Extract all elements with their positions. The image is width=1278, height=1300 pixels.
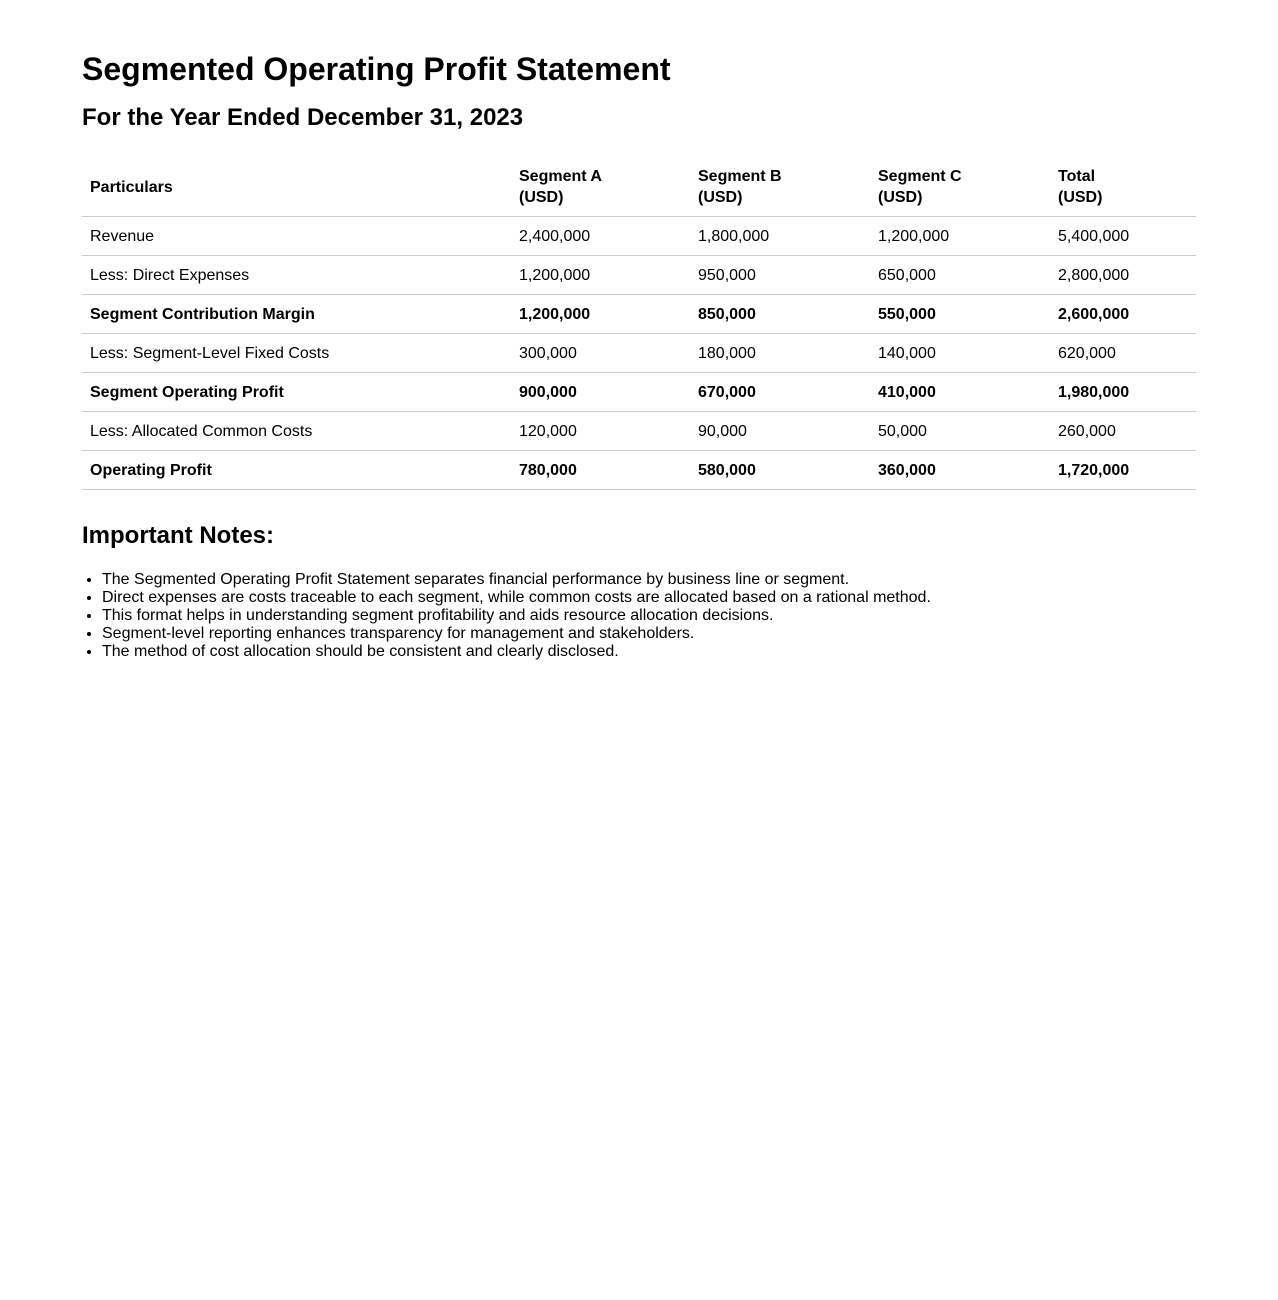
row-label: Less: Direct Expenses [82, 256, 511, 295]
list-item: • The method of cost allocation should be consistent and clearly disclosed. [102, 643, 1196, 661]
notes-list [82, 571, 1196, 661]
header-segment-c [870, 156, 1050, 217]
cell-segment-c: 550,000 [870, 295, 1050, 334]
list-item: • Direct expenses are costs traceable to each segment, while common costs are allocated based on a rational method. [102, 589, 1196, 607]
cell-total: 2,800,000 [1050, 256, 1196, 295]
cell-total: 1,720,000 [1050, 451, 1196, 490]
header-segment-b [690, 156, 870, 217]
header-segment-c-unit: (USD) [878, 189, 923, 206]
cell-segment-c: 140,000 [870, 334, 1050, 373]
cell-segment-b: 90,000 [690, 412, 870, 451]
row-label: Less: Allocated Common Costs [82, 412, 511, 451]
cell-segment-b: 850,000 [690, 295, 870, 334]
page-subtitle: For the Year Ended December 31, 2023 [82, 104, 524, 131]
cell-segment-a: 300,000 [511, 334, 690, 373]
row-label: Revenue [82, 217, 511, 256]
header-particulars: Particulars [82, 156, 511, 217]
cell-total: 260,000 [1050, 412, 1196, 451]
cell-segment-a: 780,000 [511, 451, 690, 490]
row-label: Operating Profit [82, 451, 511, 490]
header-segment-b-unit: (USD) [698, 189, 743, 206]
profit-statement-table [82, 156, 1196, 490]
cell-segment-a: 2,400,000 [511, 217, 690, 256]
row-label: Segment Operating Profit [82, 373, 511, 412]
row-label: Less: Segment-Level Fixed Costs [82, 334, 511, 373]
header-total-name: Total [1058, 168, 1096, 185]
cell-total: 1,980,000 [1050, 373, 1196, 412]
header-segment-a [511, 156, 690, 217]
header-segment-a-unit: (USD) [519, 189, 564, 206]
table-row-revenue [82, 217, 1196, 256]
cell-segment-b: 180,000 [690, 334, 870, 373]
cell-segment-c: 50,000 [870, 412, 1050, 451]
list-item: • The Segmented Operating Profit Statement separates financial performance by business line or segment. [102, 571, 1196, 589]
table-row-contribution-margin [82, 295, 1196, 334]
list-item: • This format helps in understanding segment profitability and aids resource allocation decisions. [102, 607, 1196, 625]
table-row-operating-profit [82, 451, 1196, 490]
header-total [1050, 156, 1196, 217]
row-label: Segment Contribution Margin [82, 295, 511, 334]
table-row-common-costs [82, 412, 1196, 451]
table-row-segment-operating-profit [82, 373, 1196, 412]
cell-segment-c: 1,200,000 [870, 217, 1050, 256]
list-item: • Segment-level reporting enhances transparency for management and stakeholders. [102, 625, 1196, 643]
cell-total: 5,400,000 [1050, 217, 1196, 256]
cell-segment-a: 900,000 [511, 373, 690, 412]
page-title: Segmented Operating Profit Statement [82, 51, 671, 87]
notes-heading: Important Notes: [82, 522, 274, 549]
header-segment-c-name: Segment C [878, 168, 962, 185]
cell-segment-b: 670,000 [690, 373, 870, 412]
cell-segment-b: 580,000 [690, 451, 870, 490]
table-header-row [82, 156, 1196, 217]
cell-segment-a: 1,200,000 [511, 295, 690, 334]
header-segment-a-name: Segment A [519, 168, 602, 185]
cell-segment-c: 360,000 [870, 451, 1050, 490]
cell-segment-b: 1,800,000 [690, 217, 870, 256]
header-total-unit: (USD) [1058, 189, 1103, 206]
table-row-direct-expenses [82, 256, 1196, 295]
cell-segment-c: 410,000 [870, 373, 1050, 412]
cell-segment-b: 950,000 [690, 256, 870, 295]
cell-total: 2,600,000 [1050, 295, 1196, 334]
cell-total: 620,000 [1050, 334, 1196, 373]
table-row-fixed-costs [82, 334, 1196, 373]
header-segment-b-name: Segment B [698, 168, 782, 185]
cell-segment-a: 1,200,000 [511, 256, 690, 295]
cell-segment-c: 650,000 [870, 256, 1050, 295]
cell-segment-a: 120,000 [511, 412, 690, 451]
